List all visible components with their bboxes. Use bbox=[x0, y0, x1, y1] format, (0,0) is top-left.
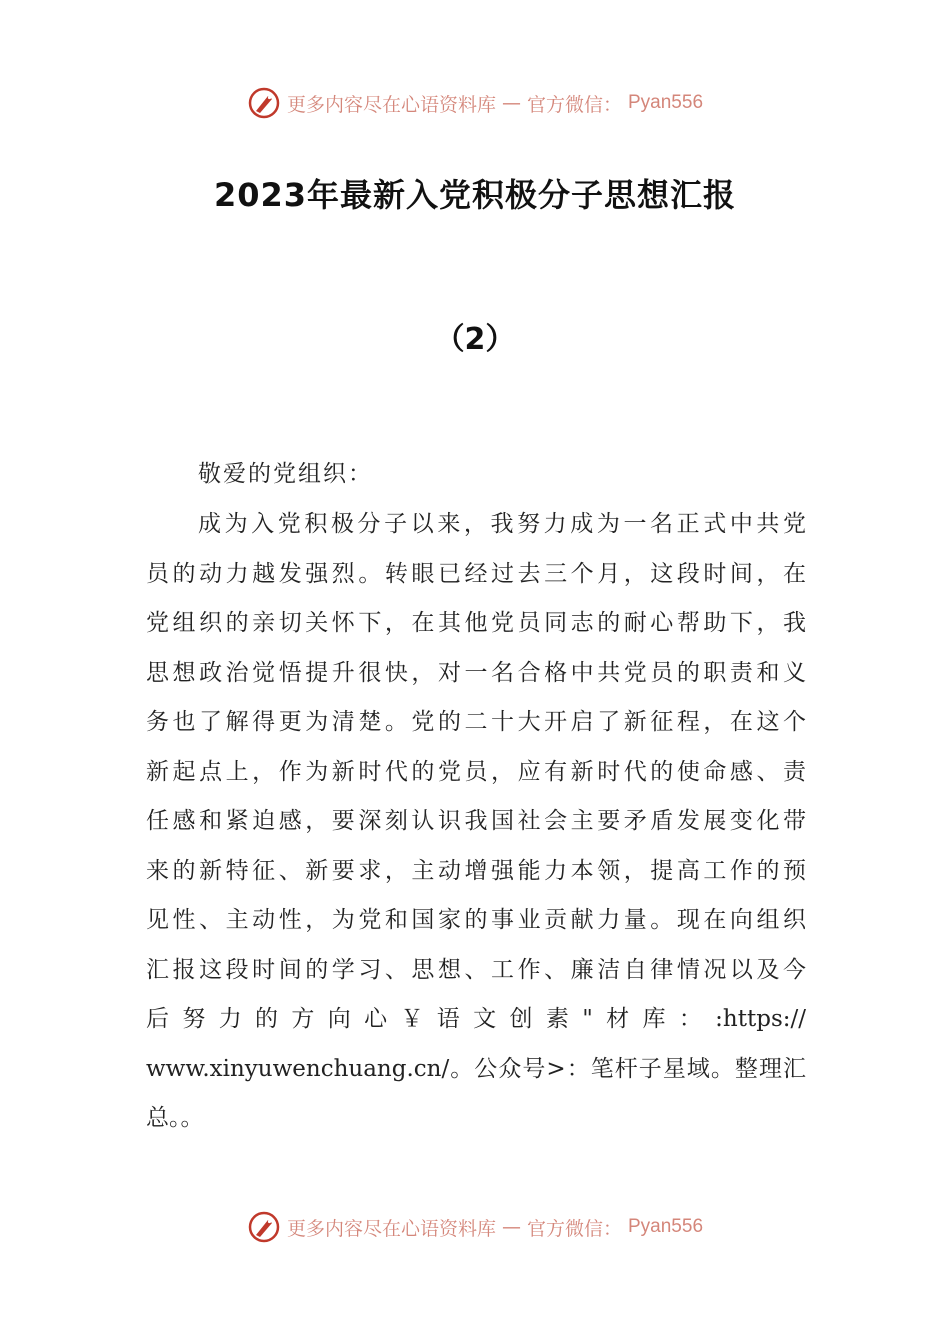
document-subtitle: （2） bbox=[434, 322, 516, 357]
watermark-main-text: 更多内容尽在心语资料库 bbox=[286, 1217, 496, 1240]
body-line: www.xinyuwenchuang.cn/。公众号>：笔杆子星域。整理汇 bbox=[146, 1055, 806, 1082]
footer-watermark bbox=[0, 1210, 950, 1244]
body-line: 员的动力越发强烈。转眼已经过去三个月，这段时间，在 bbox=[146, 560, 806, 587]
body-line: 思想政治觉悟提升很快，对一名合格中共党员的职责和义 bbox=[146, 659, 806, 686]
document-title: 2023年最新入党积极分子思想汇报 bbox=[213, 176, 737, 214]
body-line: 总。。 bbox=[146, 1105, 204, 1131]
body-line: 新起点上，作为新时代的党员，应有新时代的使命感、责 bbox=[146, 758, 806, 785]
watermark-wechat-id: Pyan556 bbox=[628, 92, 704, 113]
body-line: 来的新特征、新要求，主动增强能力本领，提高工作的预 bbox=[146, 857, 806, 884]
body-line: 务也了解得更为清楚。党的二十大开启了新征程，在这个 bbox=[146, 709, 806, 735]
body-line: 党组织的亲切关怀下，在其他党员同志的耐心帮助下，我 bbox=[146, 610, 806, 636]
watermark-wechat-id: Pyan556 bbox=[628, 1216, 704, 1237]
body-line: 任感和紧迫感，要深刻认识我国社会主要矛盾发展变化带 bbox=[146, 808, 806, 834]
body-line: 成为入党积极分子以来，我努力成为一名正式中共党 bbox=[198, 511, 806, 537]
watermark-main-text: 更多内容尽在心语资料库 bbox=[286, 93, 496, 116]
salutation: 敬爱的党组织： bbox=[198, 461, 373, 487]
body-line: 汇报这段时间的学习、思想、工作、廉洁自律情况以及今 bbox=[146, 956, 806, 983]
body-line: 后努力的方向心￥语文创素"材库：:https:// bbox=[146, 1006, 806, 1032]
pen-nib-logo-icon bbox=[247, 86, 281, 120]
watermark-official-label: 官方微信： bbox=[526, 93, 622, 116]
watermark-official-label: 官方微信： bbox=[526, 1217, 622, 1240]
body-line: 见性、主动性，为党和国家的事业贡献力量。现在向组织 bbox=[146, 907, 806, 933]
pen-nib-logo-icon bbox=[247, 1210, 281, 1244]
watermark-separator: — bbox=[501, 1216, 521, 1238]
watermark-separator: — bbox=[501, 92, 521, 114]
header-watermark bbox=[0, 86, 950, 120]
body-paragraph bbox=[146, 500, 806, 1144]
